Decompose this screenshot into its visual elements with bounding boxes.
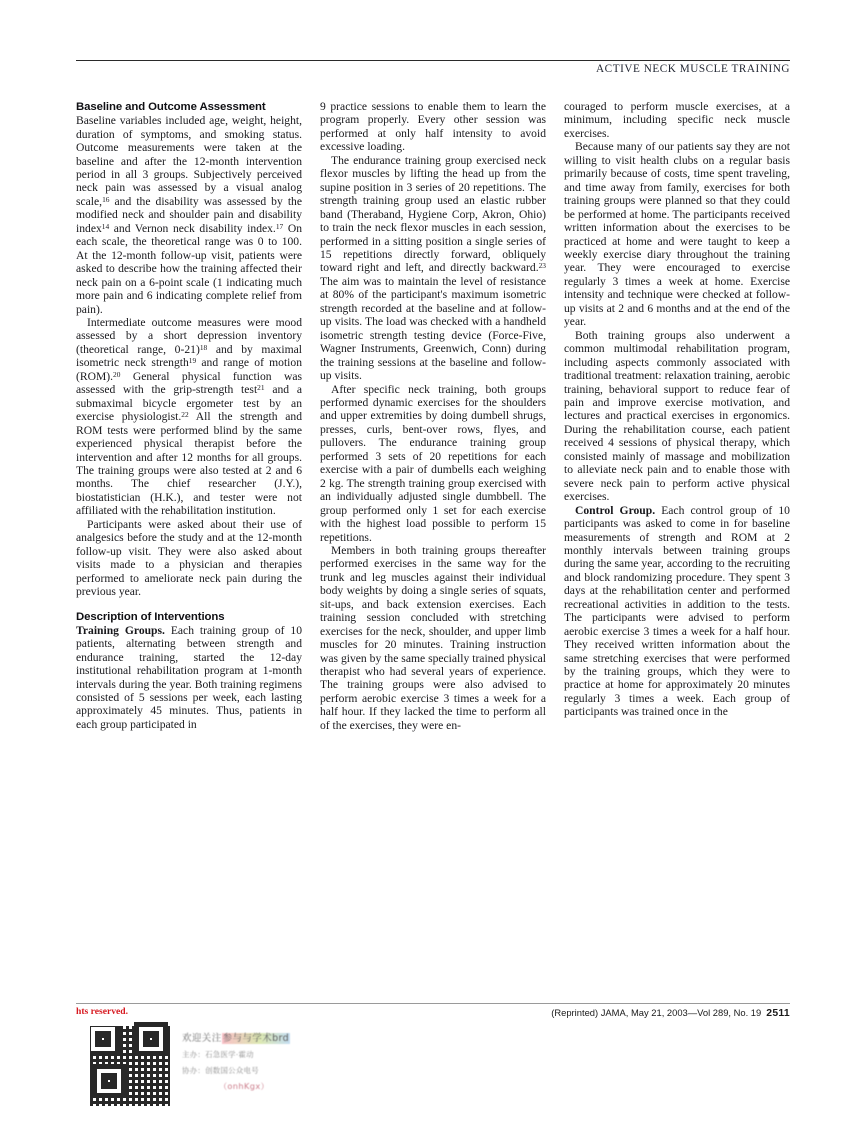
footnote-ref-14: 14 bbox=[101, 221, 110, 231]
paragraph bbox=[564, 504, 790, 719]
watermark-text-block bbox=[182, 1030, 332, 1092]
paragraph-text: and by maximal isometric neck strength bbox=[76, 342, 302, 370]
paragraph-text: On each scale, the theoretical range was 0 to 100. At the 12-month follow-up visit, patients were asked to describe how the training affected their neck pain on a 6-point scale (1 indicating much more pain and 6 indicating complete relief from pain). bbox=[76, 221, 302, 316]
column-right bbox=[564, 100, 790, 1000]
footnote-ref-19: 19 bbox=[188, 356, 197, 366]
qr-quiet-zone bbox=[84, 1020, 182, 1118]
qr-watermark-overlay bbox=[78, 1014, 336, 1118]
paragraph: 9 practice sessions to enable them to learn the program properly. Every other session was performed at only half intensity to avoid excessive loading. bbox=[320, 100, 546, 154]
watermark-line-1-plain: 欢迎关注 bbox=[182, 1033, 222, 1044]
paragraph bbox=[320, 154, 546, 383]
copyright-notice: hts reserved. bbox=[76, 1006, 129, 1017]
section-heading-baseline-and-outcome-assessment: Baseline and Outcome Assessment bbox=[76, 101, 266, 113]
footnote-ref-21: 21 bbox=[257, 383, 265, 393]
article-body bbox=[76, 100, 790, 1000]
watermark-line-1 bbox=[182, 1030, 332, 1044]
footer-divider bbox=[76, 1003, 790, 1004]
paragraph-text: All the strength and ROM tests were performed blind by the same experienced physical therapist before the intervention and after 12 months for all groups. The training groups were also tested at 2 and 6 months. The chief researcher (J.Y.), biostatistician (H.K.), and tester were not affiliated with the rehabilitation institution. bbox=[76, 410, 302, 518]
footnote-ref-23: 23 bbox=[538, 261, 546, 271]
citation-text: (Reprinted) JAMA, May 21, 2003—Vol 289, No. 19 bbox=[551, 1007, 762, 1018]
paragraph: After specific neck training, both groups performed dynamic exercises for the shoulders and upper extremities by doing dumbell shrugs, presses, curls, bent-over rows, flyes, and pullovers. The endurance training group performed 3 sets of 20 repetitions for each exercise with a pair of dumbells each weighing 2 kg. The strength training group exercised with an individually adjusted single dumbbell. The group performed only 1 set for each exercise with the highest load possible to perform 15 repetitions. bbox=[320, 382, 546, 544]
page-number: 2511 bbox=[766, 1008, 790, 1019]
paragraph-text: and range of motion (ROM). bbox=[76, 356, 302, 383]
paragraph-text: Each training group of 10 patients, alternating between strength and endurance training, started the 12-day institutional rehabilitation program at 1-month intervals during the year. Both training regimens consisted of 5 sessions per week, each lasting approximately 45 minutes. Thus, patients in each group participated in bbox=[76, 623, 302, 731]
paragraph-text: Intermediate outcome measures were mood assessed by a short depression inventory (theoretical range, 0-21) bbox=[76, 316, 302, 356]
watermark-line-2: 主办：石急医学·霍动 bbox=[182, 1050, 254, 1059]
paragraph-text: The aim was to maintain the level of resistance at 80% of the participant's maximum isometric strength recorded at the baseline and at follow-up visits. The load was checked with a handheld isometric strength testing device (Force-Five, Wagner Instruments, Greenwich, Conn) during the training sessions at the baseline and follow-up visits. bbox=[320, 274, 546, 383]
paragraph-text: and a submaximal bicycle ergometer test by an exercise physiologist. bbox=[76, 383, 303, 424]
footnote-ref-22: 22 bbox=[181, 410, 189, 420]
paragraph bbox=[76, 624, 302, 732]
footnote-ref-18: 18 bbox=[199, 342, 208, 352]
column-middle bbox=[320, 100, 546, 1000]
paragraph: Participants were asked about their use of analgesics before the study and at the 12-month follow-up visit. They were also asked about visits made to a physician and therapies performed to ameliorate neck pain during the previous year. bbox=[76, 517, 302, 599]
paragraph: couraged to perform muscle exercises, at a minimum, including specific neck muscle exercises. bbox=[564, 100, 790, 140]
column-left bbox=[76, 100, 302, 1000]
footnote-ref-20: 20 bbox=[113, 369, 121, 379]
paragraph: Because many of our patients say they are not willing to visit health clubs on a regular basis primarily because of costs, time spent traveling, and time away from family, exercises for both training groups were planned so that they could be performed at home. The participants received written information about the exercises to be practiced at home and were taught to keep a weekly exercise diary throughout the training year. They were encouraged to exercise regularly 3 times a week at home. Exercise intensity and technique were checked at follow-up visits at 2 and 6 months and at the end of the year. bbox=[564, 140, 790, 329]
run-in-heading-training-groups: Training Groups. bbox=[76, 623, 165, 637]
header-divider bbox=[76, 60, 790, 61]
paragraph bbox=[76, 316, 302, 518]
paragraph bbox=[76, 114, 302, 316]
section-heading-description-of-interventions: Description of Interventions bbox=[76, 610, 225, 623]
footnote-ref-16: 16 bbox=[102, 194, 110, 204]
run-in-heading-control-group: Control Group. bbox=[575, 503, 656, 517]
paragraph: Both training groups also underwent a common multimodal rehabilitation program, including aspects commonly associated with traditional treatment: relaxation training, aerobic training, behavioral support to reduce fear of pain and improve exercise motivation, and lectures and practical exercises in ergonomics. During the rehabilitation course, each patient received 4 sessions of physical therapy, which consisted mainly of massage and mobilization to alleviate neck pain and to enable those with severe neck pain to perform active physical exercises. bbox=[564, 328, 790, 504]
watermark-line-1-highlight: 参与与学术brd bbox=[222, 1033, 290, 1044]
paragraph-text: and the disability was assessed by the modified neck and shoulder pain and disability index bbox=[76, 194, 302, 235]
paragraph-text: Each control group of 10 participants was asked to come in for baseline measurements of strength and ROM at 2 monthly intervals between training groups during the same year, according to the recruiting and block randomizing procedure. They spent 3 days at the rehabilitation center and performed recreational activities in addition to the tests. The participants were advised to perform aerobic exercise 3 times a week for a half hour. They received written information about the same stretching exercises that were performed by the training groups, which they were to practice at home for approximately 20 minutes regularly 3 times a week. Each group of participants was trained once in the bbox=[564, 503, 790, 719]
paragraph-text: Baseline variables included age, weight, height, duration of symptoms, and smoking status. Outcome measurements were taken at the baseline and after the 12-month intervention period in all 3 groups. Subjectively perceived neck pain was assessed by a visual analog scale, bbox=[76, 114, 302, 208]
watermark-line-3: 协办：创数国公众电号 bbox=[182, 1066, 259, 1075]
qr-code-icon bbox=[84, 1020, 170, 1106]
paragraph-text: The endurance training group exercised neck flexor muscles by lifting the head up from the supine position in 3 series of 20 repetitions. The strength training group used an elastic rubber band (Theraband, Hygiene Corp, Akron, Ohio) to train the neck flexor muscles in each session, performed in a sitting position a single series of 15 repetitions directly forward, obliquely toward right and left, and directly backward. bbox=[320, 153, 546, 275]
paragraph-text: General physical function was assessed with the grip-strength test bbox=[76, 369, 302, 397]
running-head-title: ACTIVE NECK MUSCLE TRAINING bbox=[596, 63, 790, 75]
footnote-ref-17: 17 bbox=[275, 221, 284, 231]
paragraph-text: and Vernon neck disability index. bbox=[109, 221, 276, 235]
journal-citation bbox=[551, 1007, 790, 1019]
watermark-line-4: （onhKgx） bbox=[218, 1081, 270, 1091]
paragraph: Members in both training groups thereafter performed exercises in the same way for the trunk and leg muscles against their individual body weights by doing a single series of squats, sit-ups, and back extension exercises. Each training session concluded with stretching exercises for the neck, shoulder, and upper limb muscles for 20 minutes. Training instruction was given by the same specially trained physical therapist who had several years of experience. The training groups were also advised to perform aerobic exercise 3 times a week for a half hour. If they lacked the time to perform all of the exercises, they were en- bbox=[320, 543, 546, 732]
